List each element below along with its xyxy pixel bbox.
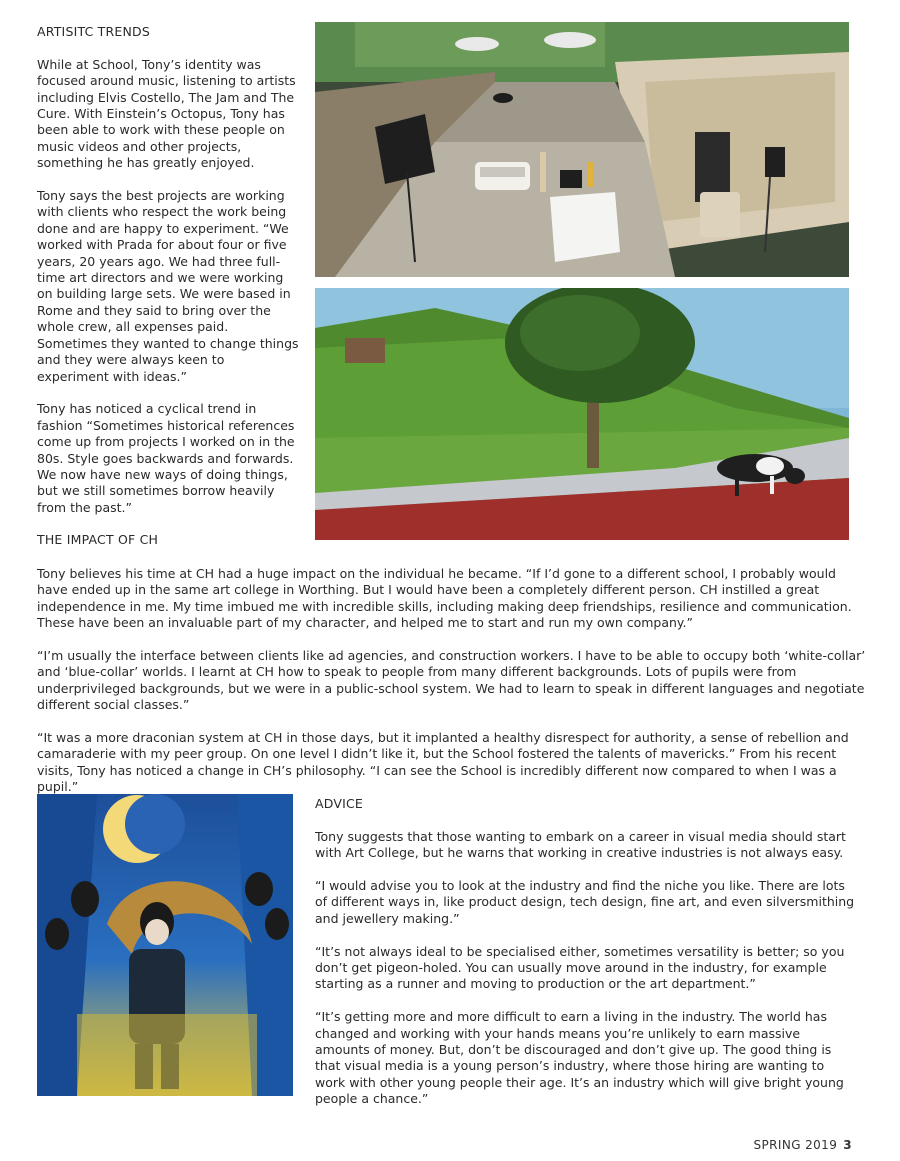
advice-paragraph: “It’s getting more and more difficult to earn a living in the industry. The world has changed and working with your hands means you’re unlikely to earn massive amounts of money. But, don’t be discouraged and don’t give up. The good thing is that visual media is a young person’s industry, where those hiring are wanting to work with other young people their age. It’s an industry which will give bright young people a chance.” <box>315 1009 844 1107</box>
advice-section <box>315 796 855 1124</box>
studio-set-photo <box>315 22 849 277</box>
advice-heading: ADVICE <box>315 796 364 811</box>
artistic-paragraph: Tony has noticed a cyclical trend in fashion “Sometimes historical references come up from projects I worked on in the 80s. Style goes backwards and forwards. We now have new ways of doing things, but we still sometimes borrow heavily from the past.” <box>37 401 295 515</box>
artistic-trends-heading: ARTISITC TRENDS <box>37 24 151 39</box>
advice-paragraph: “I would advise you to look at the industry and find the niche you like. There are lots of different ways in, like product design, tech design, fine art, and even silversmithing and jewellery making.” <box>315 878 855 926</box>
advice-paragraph: Tony suggests that those wanting to embark on a career in visual media should start with Art College, but he warns that working in creative industries is not always easy. <box>315 828 846 861</box>
impact-paragraph: Tony believes his time at CH had a huge impact on the individual he became. “If I’d gone to a different school, I probably would have ended up in the same art college in Worthing. But I would have been a completely different person. CH instilled a great independence in me. My time imbued me with incredible skills, including making deep friendships, resilience and communication. These have been an invaluable part of my character, and helped me to start and run my own company.” <box>37 566 852 631</box>
artistic-trends-section <box>37 24 299 533</box>
miniature-landscape-photo <box>315 288 849 540</box>
band-moon-photo <box>37 794 293 1096</box>
artistic-paragraph: Tony says the best projects are working with clients who respect the work being done and are happy to experiment. “We worked with Prada for about four or five years, 20 years ago. We had three full-time art directors and we were working on building large sets. We were based in Rome and they said to bring over the whole crew, all expenses paid. Sometimes they wanted to change things and they were always keen to experiment with ideas.” <box>37 188 299 384</box>
impact-paragraph: “It was a more draconian system at CH in those days, but it implanted a healthy disrespect for authority, a sense of rebellion and camaraderie with my peer group. On one level I didn’t like it, but the School fostered the talents of mavericks.” From his recent visits, Tony has noticed a change in CH’s philosophy. “I can see the School is incredibly different now compared to when I was a pupil.” <box>37 730 849 795</box>
page-footer <box>753 1138 852 1152</box>
impact-heading: THE IMPACT OF CH <box>37 532 159 547</box>
impact-paragraph: “I’m usually the interface between clients like ad agencies, and construction workers. I have to be able to occupy both ‘white-collar’ and ‘blue-collar’ worlds. I learnt at CH how to speak to people from many different backgrounds. Lots of pupils were from underprivileged backgrounds, but we were in a public-school system. We had to learn to speak in different languages and negotiate different social classes.” <box>37 648 866 713</box>
issue-label: SPRING 2019 <box>753 1138 838 1152</box>
artistic-paragraph: While at School, Tony’s identity was focused around music, listening to artists including Elvis Costello, The Jam and The Cure. With Einstein’s Octopus, Tony has been able to work with these people on music videos and other projects, something he has greatly enjoyed. <box>37 56 296 171</box>
advice-paragraph: “It’s not always ideal to be specialised either, sometimes versatility is better; so you don’t get pigeon-holed. You can usually move around in the industry, for example starting as a runner and moving to production or the art department.” <box>315 943 845 992</box>
impact-section <box>37 566 867 812</box>
page-number: 3 <box>843 1138 852 1152</box>
